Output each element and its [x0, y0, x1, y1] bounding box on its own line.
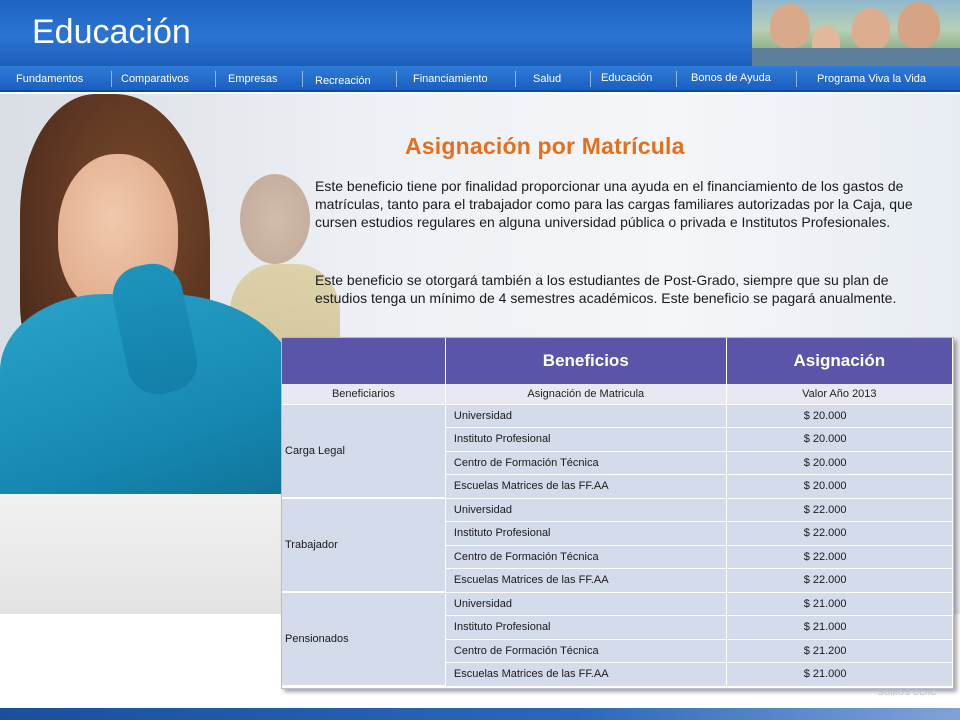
group-label: Carga Legal	[282, 404, 445, 498]
nav-separator	[396, 71, 397, 87]
table-cell-tipo: Instituto Profesional	[445, 428, 726, 452]
benefits-table	[281, 337, 954, 689]
table-cell-tipo: Escuelas Matrices de las FF.AA	[445, 663, 726, 687]
nav-item-educacion[interactable]: Educación	[601, 72, 653, 84]
description-paragraph: Este beneficio tiene por finalidad proporcionar una ayuda en el financiamiento de los gastos de matrículas, tanto para el trabajador como para las cargas familiares autorizadas por la Caja, que cursen estudios regulares en alguna universidad pública o privada e Institutos Profesionales.	[315, 178, 913, 230]
table-cell-valor: $ 22.000	[726, 498, 952, 522]
table-cell-valor: $ 21.000	[726, 592, 952, 616]
nav-item-comparativos[interactable]: Comparativos	[121, 73, 189, 85]
table-row	[282, 498, 953, 522]
background-student-head	[240, 174, 310, 264]
nav-item-fundamentos[interactable]: Fundamentos	[16, 73, 84, 85]
nav-separator	[796, 71, 797, 87]
table-header-empty	[282, 338, 445, 384]
table-header-asignacion: Asignación	[726, 338, 952, 384]
table-cell-tipo: Escuelas Matrices de las FF.AA	[445, 475, 726, 499]
footer-logo: SOMOS CChC	[878, 688, 937, 697]
table-cell-tipo: Universidad	[445, 498, 726, 522]
table-cell-valor: $ 22.000	[726, 545, 952, 569]
nav-separator	[590, 71, 591, 87]
nav-separator	[515, 71, 516, 87]
nav-separator	[302, 71, 303, 87]
nav-item-salud[interactable]: Salud	[533, 73, 562, 85]
table-cell-tipo: Universidad	[445, 404, 726, 428]
table-cell-valor: $ 21.000	[726, 663, 952, 687]
bottom-white-area	[0, 614, 281, 708]
family-member-face	[898, 2, 940, 48]
table-cell-valor: $ 21.200	[726, 639, 952, 663]
subheader-beneficiarios: Beneficiarios	[282, 384, 445, 404]
group-label: Pensionados	[282, 592, 445, 686]
table-row	[282, 592, 953, 616]
nav-item-recreacion[interactable]: Recreación	[315, 75, 371, 87]
nav-item-empresas[interactable]: Empresas	[228, 73, 278, 85]
postgrado-paragraph: Este beneficio se otorgará también a los estudiantes de Post-Grado, siempre que su plan de estudios tenga un mínimo de 4 semestres académicos. Este beneficio se pagará anualmente.	[315, 272, 897, 306]
table-cell-valor: $ 20.000	[726, 451, 952, 475]
family-photo	[752, 0, 960, 66]
family-member-face	[770, 4, 810, 48]
table-header-beneficios: Beneficios	[445, 338, 726, 384]
footer-bar	[0, 708, 960, 720]
nav-bar	[0, 66, 960, 92]
section-title: Asignación por Matrícula	[405, 133, 685, 159]
table-cell-tipo: Instituto Profesional	[445, 616, 726, 640]
nav-separator	[215, 71, 216, 87]
nav-item-programa-viva-la-vida[interactable]: Programa Viva la Vida	[817, 73, 927, 85]
table-cell-tipo: Centro de Formación Técnica	[445, 451, 726, 475]
family-member-face	[852, 8, 890, 50]
nav-item-bonos-de-ayuda[interactable]: Bonos de Ayuda	[691, 72, 771, 84]
table-cell-valor: $ 20.000	[726, 428, 952, 452]
table-cell-tipo: Escuelas Matrices de las FF.AA	[445, 569, 726, 593]
table-cell-valor: $ 20.000	[726, 404, 952, 428]
header-banner	[0, 0, 960, 66]
table-row	[282, 404, 953, 428]
nav-separator	[676, 71, 677, 87]
table-cell-valor: $ 22.000	[726, 569, 952, 593]
table-cell-valor: $ 21.000	[726, 616, 952, 640]
nav-item-financiamiento[interactable]: Financiamiento	[413, 73, 488, 85]
table-cell-tipo: Centro de Formación Técnica	[445, 545, 726, 569]
nav-separator	[111, 71, 112, 87]
table-cell-valor: $ 20.000	[726, 475, 952, 499]
family-clothes	[752, 48, 960, 66]
page-title: Educación	[32, 13, 191, 51]
table-cell-tipo: Centro de Formación Técnica	[445, 639, 726, 663]
subheader-valor-2013: Valor Año 2013	[726, 384, 952, 404]
table-cell-valor: $ 22.000	[726, 522, 952, 546]
table-cell-tipo: Instituto Profesional	[445, 522, 726, 546]
group-label: Trabajador	[282, 498, 445, 592]
table-cell-tipo: Universidad	[445, 592, 726, 616]
subheader-asignacion-matricula: Asignación de Matricula	[445, 384, 726, 404]
